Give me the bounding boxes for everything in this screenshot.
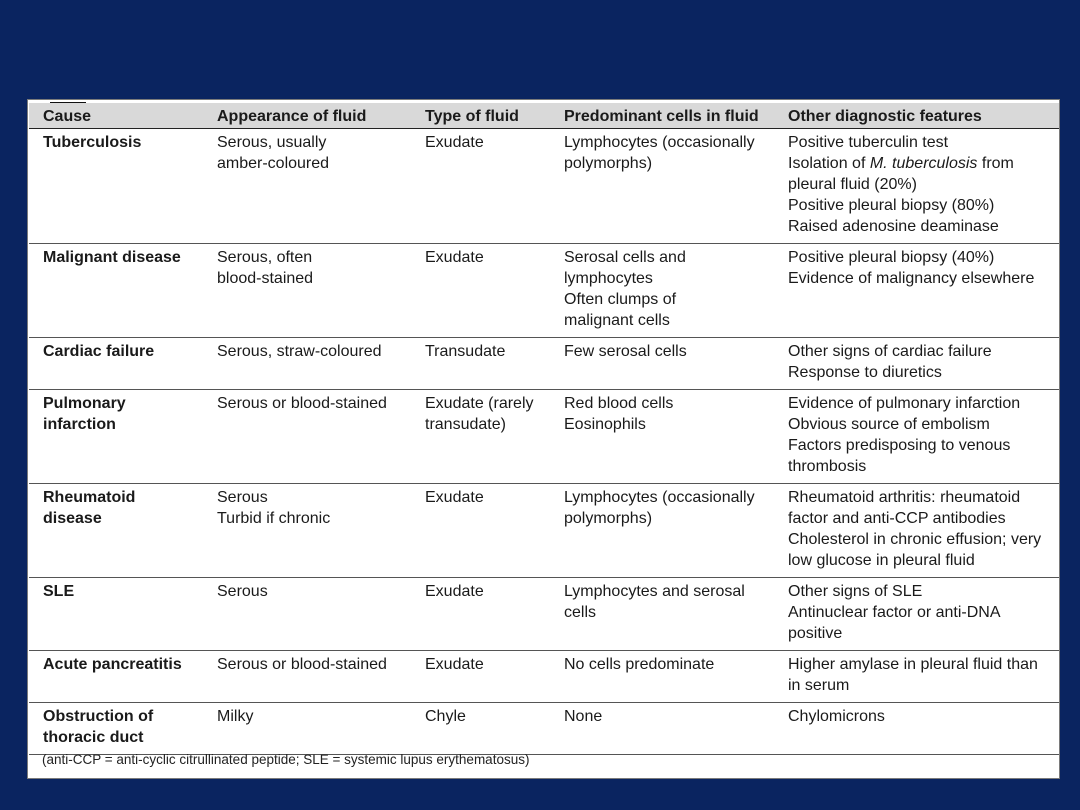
cell-predominant-cells: [550, 337, 774, 389]
cell-cause: [29, 702, 203, 754]
cell-type: [411, 337, 550, 389]
cell-diagnostic-features: [774, 337, 1059, 389]
table-row: [29, 483, 1059, 577]
cell-line: Raised adenosine deaminase: [788, 217, 999, 235]
cell-diagnostic-features: [774, 483, 1059, 577]
cell-line: Red blood cells: [564, 394, 674, 412]
cell-line: Transudate: [425, 342, 506, 360]
header-features: Other diagnostic features: [774, 103, 1059, 128]
header-type: Type of fluid: [411, 103, 550, 128]
cell-line: Pulmonary: [43, 394, 126, 412]
cell-line: Serous: [217, 582, 268, 600]
cell-cause: [29, 577, 203, 650]
cell-line: polymorphs): [564, 154, 653, 172]
cell-appearance: [203, 128, 411, 243]
cell-line: Serous or blood-stained: [217, 394, 387, 412]
cell-line: Evidence of pulmonary infarction: [788, 394, 1021, 412]
cell-appearance: [203, 483, 411, 577]
cell-line: Obvious source of embolism: [788, 415, 990, 433]
cell-cause: [29, 128, 203, 243]
cell-line: Lymphocytes (occasionally: [564, 133, 755, 151]
table-row: [29, 650, 1059, 702]
cell-line: Positive pleural biopsy (80%): [788, 196, 995, 214]
cell-line: Turbid if chronic: [217, 509, 331, 527]
cell-line: Lymphocytes (occasionally: [564, 488, 755, 506]
cell-line: Serous, usually: [217, 133, 327, 151]
cell-line: infarction: [43, 415, 116, 433]
cell-line: Serous, often: [217, 248, 313, 266]
table-panel: [27, 99, 1060, 779]
cell-diagnostic-features: [774, 650, 1059, 702]
cell-line: No cells predominate: [564, 655, 715, 673]
table-row: [29, 702, 1059, 754]
cell-line: Milky: [217, 707, 254, 725]
cell-line: in serum: [788, 676, 850, 694]
cell-predominant-cells: [550, 650, 774, 702]
cell-line: lymphocytes: [564, 269, 653, 287]
table-row: [29, 577, 1059, 650]
cell-cause: [29, 337, 203, 389]
cell-line: thoracic duct: [43, 728, 144, 746]
cell-line: amber-coloured: [217, 154, 330, 172]
cell-type: [411, 702, 550, 754]
cell-diagnostic-features: [774, 389, 1059, 483]
cell-line: positive: [788, 624, 843, 642]
cell-line: Exudate: [425, 655, 484, 673]
cell-line: Evidence of malignancy elsewhere: [788, 269, 1035, 287]
cell-line: SLE: [43, 582, 75, 600]
cell-line: Obstruction of: [43, 707, 154, 725]
cell-type: [411, 483, 550, 577]
table-header-row: [29, 103, 1059, 128]
cell-line: Cholesterol in chronic effusion; very: [788, 530, 1042, 548]
cell-line: disease: [43, 509, 102, 527]
cell-line: Chyle: [425, 707, 466, 725]
cell-line: Cardiac failure: [43, 342, 155, 360]
cell-type: [411, 389, 550, 483]
cell-line: Other signs of SLE: [788, 582, 923, 600]
cell-line: blood-stained: [217, 269, 314, 287]
cell-line: Exudate: [425, 248, 484, 266]
cell-line: Exudate: [425, 133, 484, 151]
cell-line: transudate): [425, 415, 506, 433]
cell-line: Often clumps of: [564, 290, 677, 308]
cell-predominant-cells: [550, 243, 774, 337]
cell-line: Acute pancreatitis: [43, 655, 182, 673]
cell-line: Few serosal cells: [564, 342, 687, 360]
cell-predominant-cells: [550, 128, 774, 243]
cell-line: Exudate: [425, 488, 484, 506]
cell-line: Other signs of cardiac failure: [788, 342, 992, 360]
cell-line: cells: [564, 603, 597, 621]
cell-line: Rheumatoid arthritis: rheumatoid: [788, 488, 1021, 506]
cell-line: pleural fluid (20%): [788, 175, 917, 193]
cell-predominant-cells: [550, 702, 774, 754]
table-row: [29, 128, 1059, 243]
table-row: [29, 337, 1059, 389]
cell-diagnostic-features: [774, 702, 1059, 754]
cell-appearance: [203, 337, 411, 389]
cell-appearance: [203, 577, 411, 650]
cell-line: None: [564, 707, 603, 725]
pleural-effusion-table: [29, 103, 1059, 755]
cell-line: Positive tuberculin test: [788, 133, 949, 151]
cell-line: Positive pleural biopsy (40%): [788, 248, 995, 266]
cell-predominant-cells: [550, 577, 774, 650]
cell-diagnostic-features: [774, 577, 1059, 650]
cell-line: Serous, straw-coloured: [217, 342, 382, 360]
cell-cause: [29, 483, 203, 577]
cell-line: factor and anti-CCP antibodies: [788, 509, 1006, 527]
cell-line: Serosal cells and: [564, 248, 686, 266]
cell-line: Exudate (rarely: [425, 394, 534, 412]
cell-line: Tuberculosis: [43, 133, 142, 151]
cell-cause: [29, 389, 203, 483]
cell-appearance: [203, 389, 411, 483]
table-body: [29, 128, 1059, 754]
cell-line: Higher amylase in pleural fluid than: [788, 655, 1038, 673]
cell-line: Response to diuretics: [788, 363, 942, 381]
table-row: [29, 243, 1059, 337]
cell-line: Antinuclear factor or anti-DNA: [788, 603, 1001, 621]
cell-cause: [29, 650, 203, 702]
cell-line: Chylomicrons: [788, 707, 885, 725]
cell-type: [411, 577, 550, 650]
cell-line: thrombosis: [788, 457, 867, 475]
cell-line: Rheumatoid: [43, 488, 136, 506]
header-cause: Cause: [29, 103, 203, 128]
cell-line: malignant cells: [564, 311, 670, 329]
cell-appearance: [203, 243, 411, 337]
cell-line: Malignant disease: [43, 248, 181, 266]
cell-line: Serous: [217, 488, 268, 506]
footnote: (anti-CCP = anti-cyclic citrullinated peptide; SLE = systemic lupus erythematosus): [42, 752, 530, 767]
cell-line: Isolation of M. tuberculosis from: [788, 154, 1014, 172]
cell-type: [411, 128, 550, 243]
header-cells: Predominant cells in fluid: [550, 103, 774, 128]
cell-cause: [29, 243, 203, 337]
cell-type: [411, 243, 550, 337]
cell-line: polymorphs): [564, 509, 653, 527]
header-appearance: Appearance of fluid: [203, 103, 411, 128]
cell-line: low glucose in pleural fluid: [788, 551, 975, 569]
cell-line: Serous or blood-stained: [217, 655, 387, 673]
cell-line: Exudate: [425, 582, 484, 600]
cell-appearance: [203, 650, 411, 702]
cell-line: Factors predisposing to venous: [788, 436, 1011, 454]
cell-line: Lymphocytes and serosal: [564, 582, 745, 600]
table-row: [29, 389, 1059, 483]
cell-predominant-cells: [550, 483, 774, 577]
cell-appearance: [203, 702, 411, 754]
cell-diagnostic-features: [774, 243, 1059, 337]
cell-line: Eosinophils: [564, 415, 646, 433]
cell-predominant-cells: [550, 389, 774, 483]
cell-diagnostic-features: [774, 128, 1059, 243]
cell-type: [411, 650, 550, 702]
